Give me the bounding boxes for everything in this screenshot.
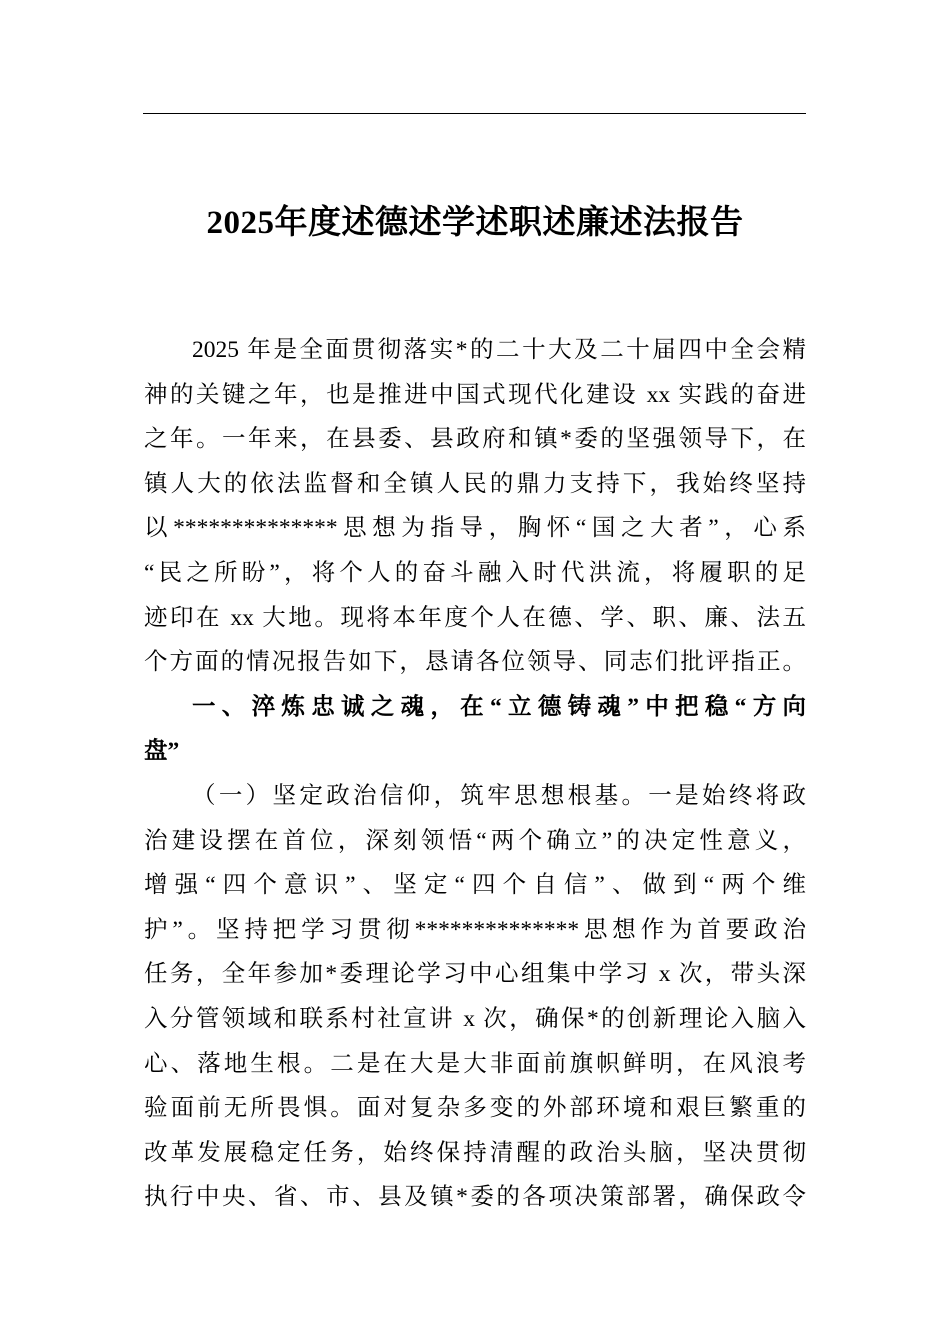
text-line: 以**************思想为指导，胸怀“国之大者”，心系 [144,515,806,542]
text-line: 任务，全年参加*委理论学习中心组集中学习 x 次，带头深 [144,961,806,988]
text-line: 个方面的情况报告如下，恳请各位领导、同志们批评指正。 [144,649,806,676]
text-line: “民之所盼”，将个人的奋斗融入时代洪流，将履职的足 [144,559,806,586]
document-body [144,328,806,1220]
text-line: 入分管领域和联系村社宣讲 x 次，确保*的创新理论入脑入 [144,1005,806,1032]
text-line: 增强“四个意识”、坚定“四个自信”、做到“两个维 [144,872,806,899]
text-line: 心、落地生根。二是在大是大非面前旗帜鲜明，在风浪考 [144,1050,806,1077]
text-line: 镇人大的依法监督和全镇人民的鼎力支持下，我始终坚持 [144,470,806,497]
heading-line: 一、淬炼忠诚之魂，在“立德铸魂”中把稳“方向 [192,693,806,720]
text-line: 之年。一年来，在县委、县政府和镇*委的坚强领导下，在 [144,426,806,453]
section-heading [144,685,806,774]
text-line: 执行中央、省、市、县及镇*委的各项决策部署，确保政令 [144,1184,806,1211]
heading-line: 盘” [144,738,180,765]
intro-paragraph [144,328,806,685]
text-line: 护”。坚持把学习贯彻**************思想作为首要政治 [144,916,806,943]
text-line: 神的关键之年，也是推进中国式现代化建设 xx 实践的奋进 [144,381,806,408]
header-rule [143,113,806,114]
section-paragraph [144,774,806,1220]
text-line: 改革发展稳定任务，始终保持清醒的政治头脑，坚决贯彻 [144,1139,806,1166]
text-line: 验面前无所畏惧。面对复杂多变的外部环境和艰巨繁重的 [144,1095,806,1122]
text-line: （一）坚定政治信仰，筑牢思想根基。一是始终将政 [192,782,806,809]
text-line: 2025 年是全面贯彻落实*的二十大及二十届四中全会精 [192,337,806,363]
text-line: 迹印在 xx 大地。现将本年度个人在德、学、职、廉、法五 [144,604,806,631]
text-line: 治建设摆在首位，深刻领悟“两个确立”的决定性意义， [144,827,806,854]
document-title: 2025年度述德述学述职述廉述法报告 [206,205,744,241]
